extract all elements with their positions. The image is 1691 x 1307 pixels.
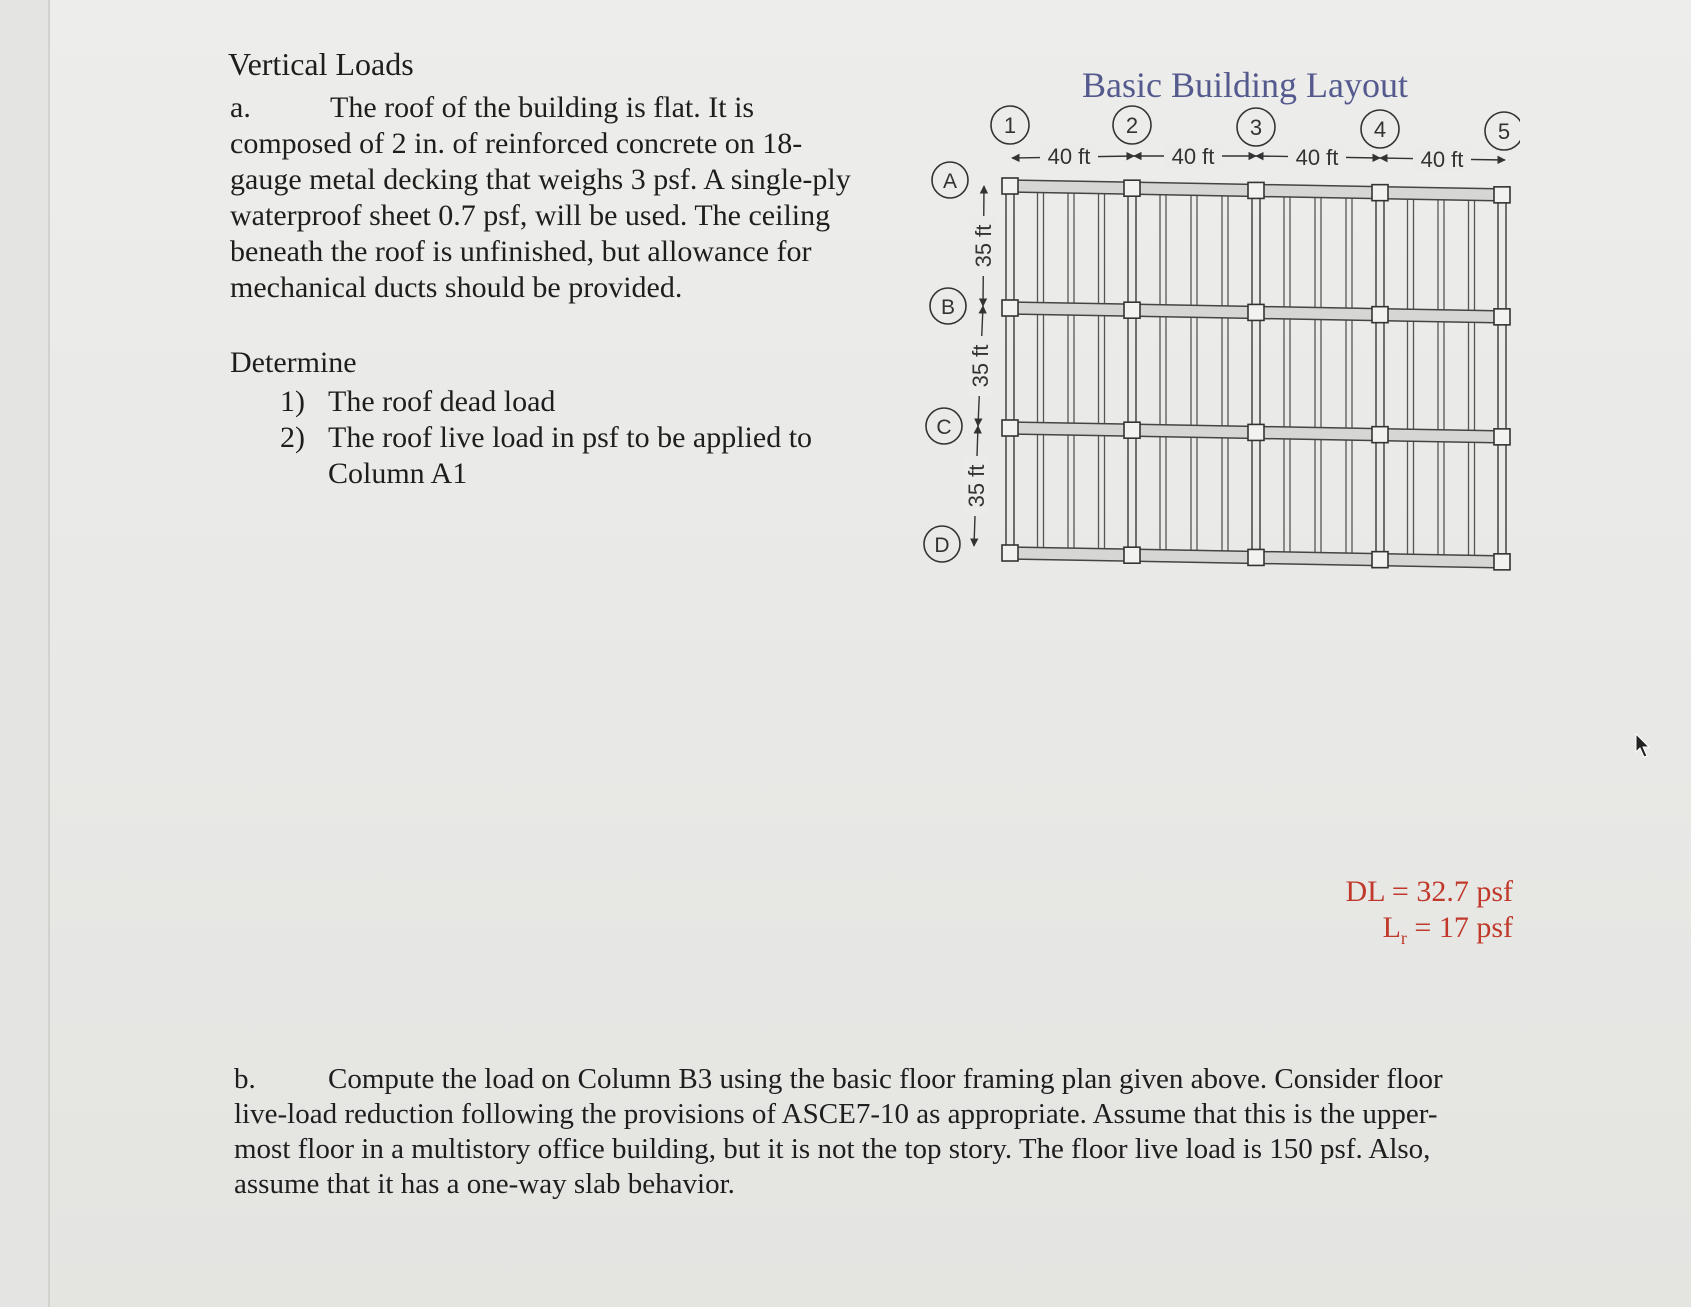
bay-depth-label: 35 ft [964,464,989,508]
grid-label-D: D [934,534,950,557]
list-item [280,420,812,456]
grid-label-C: C [936,416,952,439]
determine-label: Determine [230,346,357,379]
list-item-continuation: Column A1 [328,457,468,490]
column [1494,429,1510,445]
building-layout-plan [920,100,1520,580]
column [1248,424,1264,440]
column [1372,427,1388,443]
column [1248,549,1264,565]
column [1002,545,1018,561]
grid-label-3: 3 [1249,115,1263,140]
section-heading: Vertical Loads [228,46,414,82]
lr-subscript: r [1400,928,1407,948]
part-a-marker: a. [230,91,251,124]
column [1124,422,1140,438]
column [1494,309,1510,325]
roof-live-load-answer [1346,910,1513,956]
bay-width-label: 40 ft [1171,144,1215,169]
bay-width-label: 40 ft [1047,144,1091,169]
list-item-number: 2) [280,421,305,454]
bay-depth-label: 35 ft [971,224,996,268]
grid-label-B: B [940,296,956,319]
determine-list [280,384,812,492]
column [1002,178,1018,194]
column [1494,554,1510,570]
grid-label-5: 5 [1497,119,1511,144]
part-b-paragraph [234,1062,1464,1202]
part-a-text: The roof of the building is flat. It is composed of 2 in. of reinforced concrete on 18-gauge metal decking that weighs 3 psf. A single-ply waterproof sheet 0.7 psf, will be used. The ceiling beneath the roof is unfinished, but allowance for mechanical ducts should be provided. [230,91,851,304]
lr-value: = 17 psf [1406,911,1513,944]
column [1248,304,1264,320]
column [1124,302,1140,318]
column [1002,300,1018,316]
column [1124,547,1140,563]
column [1372,185,1388,201]
dead-load-answer: DL = 32.7 psf [1345,875,1513,908]
grid-label-A: A [942,170,958,193]
mouse-cursor-icon [1634,732,1652,760]
part-a-paragraph [230,90,870,306]
bay-width-label: 40 ft [1295,145,1339,170]
bay-depth-label: 35 ft [968,344,993,388]
column [1372,552,1388,568]
lr-symbol: L [1382,911,1401,944]
column [1372,307,1388,323]
grid-label-4: 4 [1373,117,1387,142]
part-b-marker: b. [234,1063,256,1095]
column [1494,187,1510,203]
list-item-text: The roof live load in psf to be applied to [328,421,813,454]
grid-label-1: 1 [1003,113,1017,138]
list-item-text: The roof dead load [328,385,556,418]
framing-plan [1002,178,1510,570]
list-item-number: 1) [280,385,305,418]
column [1124,180,1140,196]
grid-label-2: 2 [1125,113,1139,138]
column [1002,420,1018,436]
answers-block [1346,874,1513,956]
column [1248,182,1264,198]
list-item [280,384,812,420]
bay-width-label: 40 ft [1420,147,1464,172]
layout-title: Basic Building Layout [1082,65,1408,105]
part-b-text: Compute the load on Column B3 using the basic floor framing plan given above. Consider floor live-load reduction following the provisions of ASCE7-10 as appropriate. Assume that this is the upper-most floor in a multistory office building, but it is not the top story. The floor live load is 150 psf. Also, assume that it has a one-way slab behavior. [234,1063,1443,1200]
